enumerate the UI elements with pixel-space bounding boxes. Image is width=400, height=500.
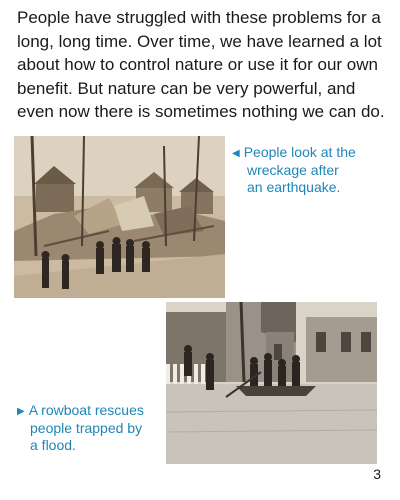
caption-right-arrow-icon: ▶ <box>17 406 25 417</box>
earthquake-caption: ◀ People look at the wreckage after an earthquake. <box>232 144 356 195</box>
earthquake-wreckage-photo <box>14 136 225 298</box>
caption-left-arrow-icon: ◀ <box>232 148 240 159</box>
page-number: 3 <box>373 466 381 482</box>
body-paragraph: People have struggled with these problems for a long, long time. Over time, we have learned a lot about how to control nature or use it for our own benefit. But nature can be very powerful, and even now there is sometimes nothing we can do. <box>17 8 385 121</box>
flood-caption: ▶ A rowboat rescues people trapped by a flood. <box>17 402 144 453</box>
flood-rowboat-photo <box>166 302 377 464</box>
